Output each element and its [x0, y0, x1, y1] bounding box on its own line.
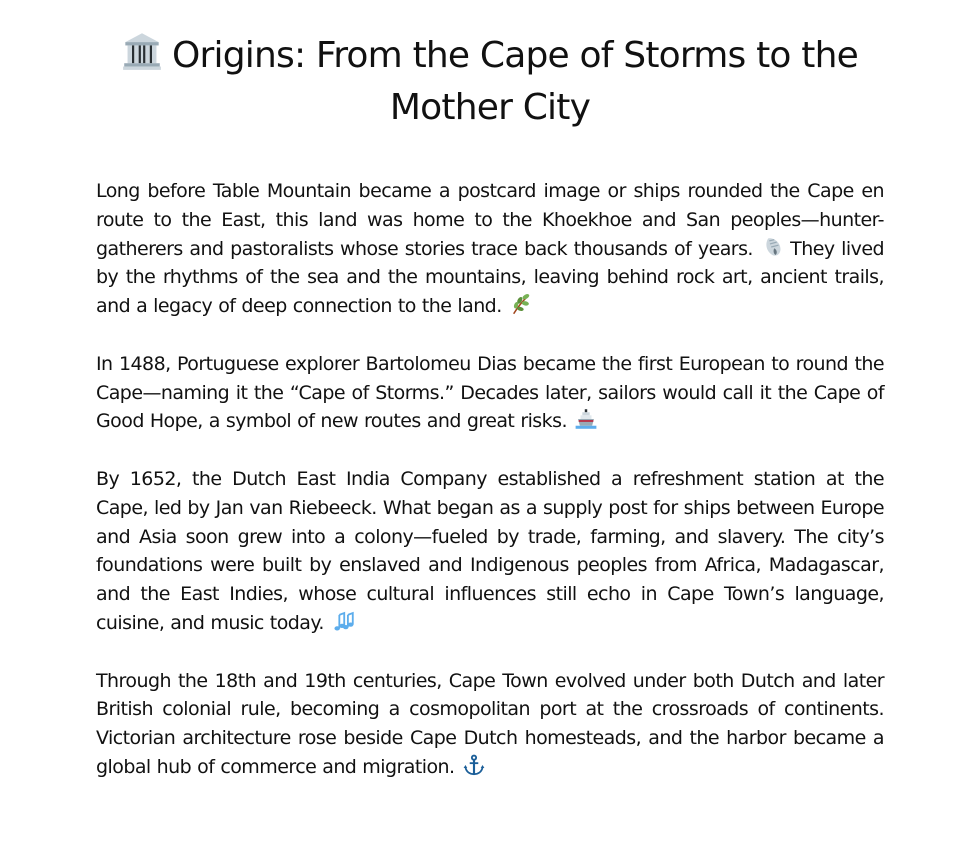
paragraph-colonial-era	[96, 667, 884, 782]
paragraph-text: In 1488, Portuguese explorer Bartolomeu Dias became the first European to round the Cape—naming it the “Cape of Storms.” Decades later, sailors would call it the Cape of Good Hope, a symbol of new routes and great risks.	[96, 352, 884, 433]
article-body	[96, 177, 884, 811]
ship-icon	[575, 408, 597, 430]
paragraph-text: Through the 18th and 19th centuries, Cape Town evolved under both Dutch and later British colonial rule, becoming a cosmopolitan port at the crossroads of continents. Victorian architecture rose beside Cape Dutch homesteads, and the harbor became a global hub of commerce and migration.	[96, 669, 884, 778]
musical-notes-icon	[332, 610, 354, 632]
page-title-text: Origins: From the Cape of Storms to the Mother City	[172, 35, 858, 128]
paragraph-text: By 1652, the Dutch East India Company established a refreshment station at the Cape, led by Jan van Riebeeck. What began as a supply post for ships between Europe and Asia soon grew into a colony—fueled by trade, farming, and slavery. The city’s foundations were built by enslaved and Indigenous peoples from Africa, Madagascar, and the East Indies, whose cultural influences still echo in Cape Town’s language, cuisine, and music today.	[96, 467, 884, 634]
paragraph-text: Long before Table Mountain became a postcard image or ships rounded the Cape en route to the East, this land was home to the Khoekhoe and San peoples—hunter-gatherers and pastoralists whose stories trace back thousands of years.	[96, 180, 884, 260]
page-title	[96, 30, 884, 134]
spiral-shell-icon	[762, 236, 784, 258]
herb-icon	[510, 293, 532, 315]
paragraph-dias-1488	[96, 350, 884, 436]
anchor-icon	[463, 754, 485, 776]
paragraph-text: They lived by the rhythms of the sea and the mountains, leaving behind rock art, ancient trails, and a legacy of deep connection to the land.	[96, 237, 884, 318]
classical-building-icon	[122, 31, 162, 71]
paragraph-voc-1652	[96, 465, 884, 638]
paragraph-origins-peoples	[96, 177, 884, 321]
